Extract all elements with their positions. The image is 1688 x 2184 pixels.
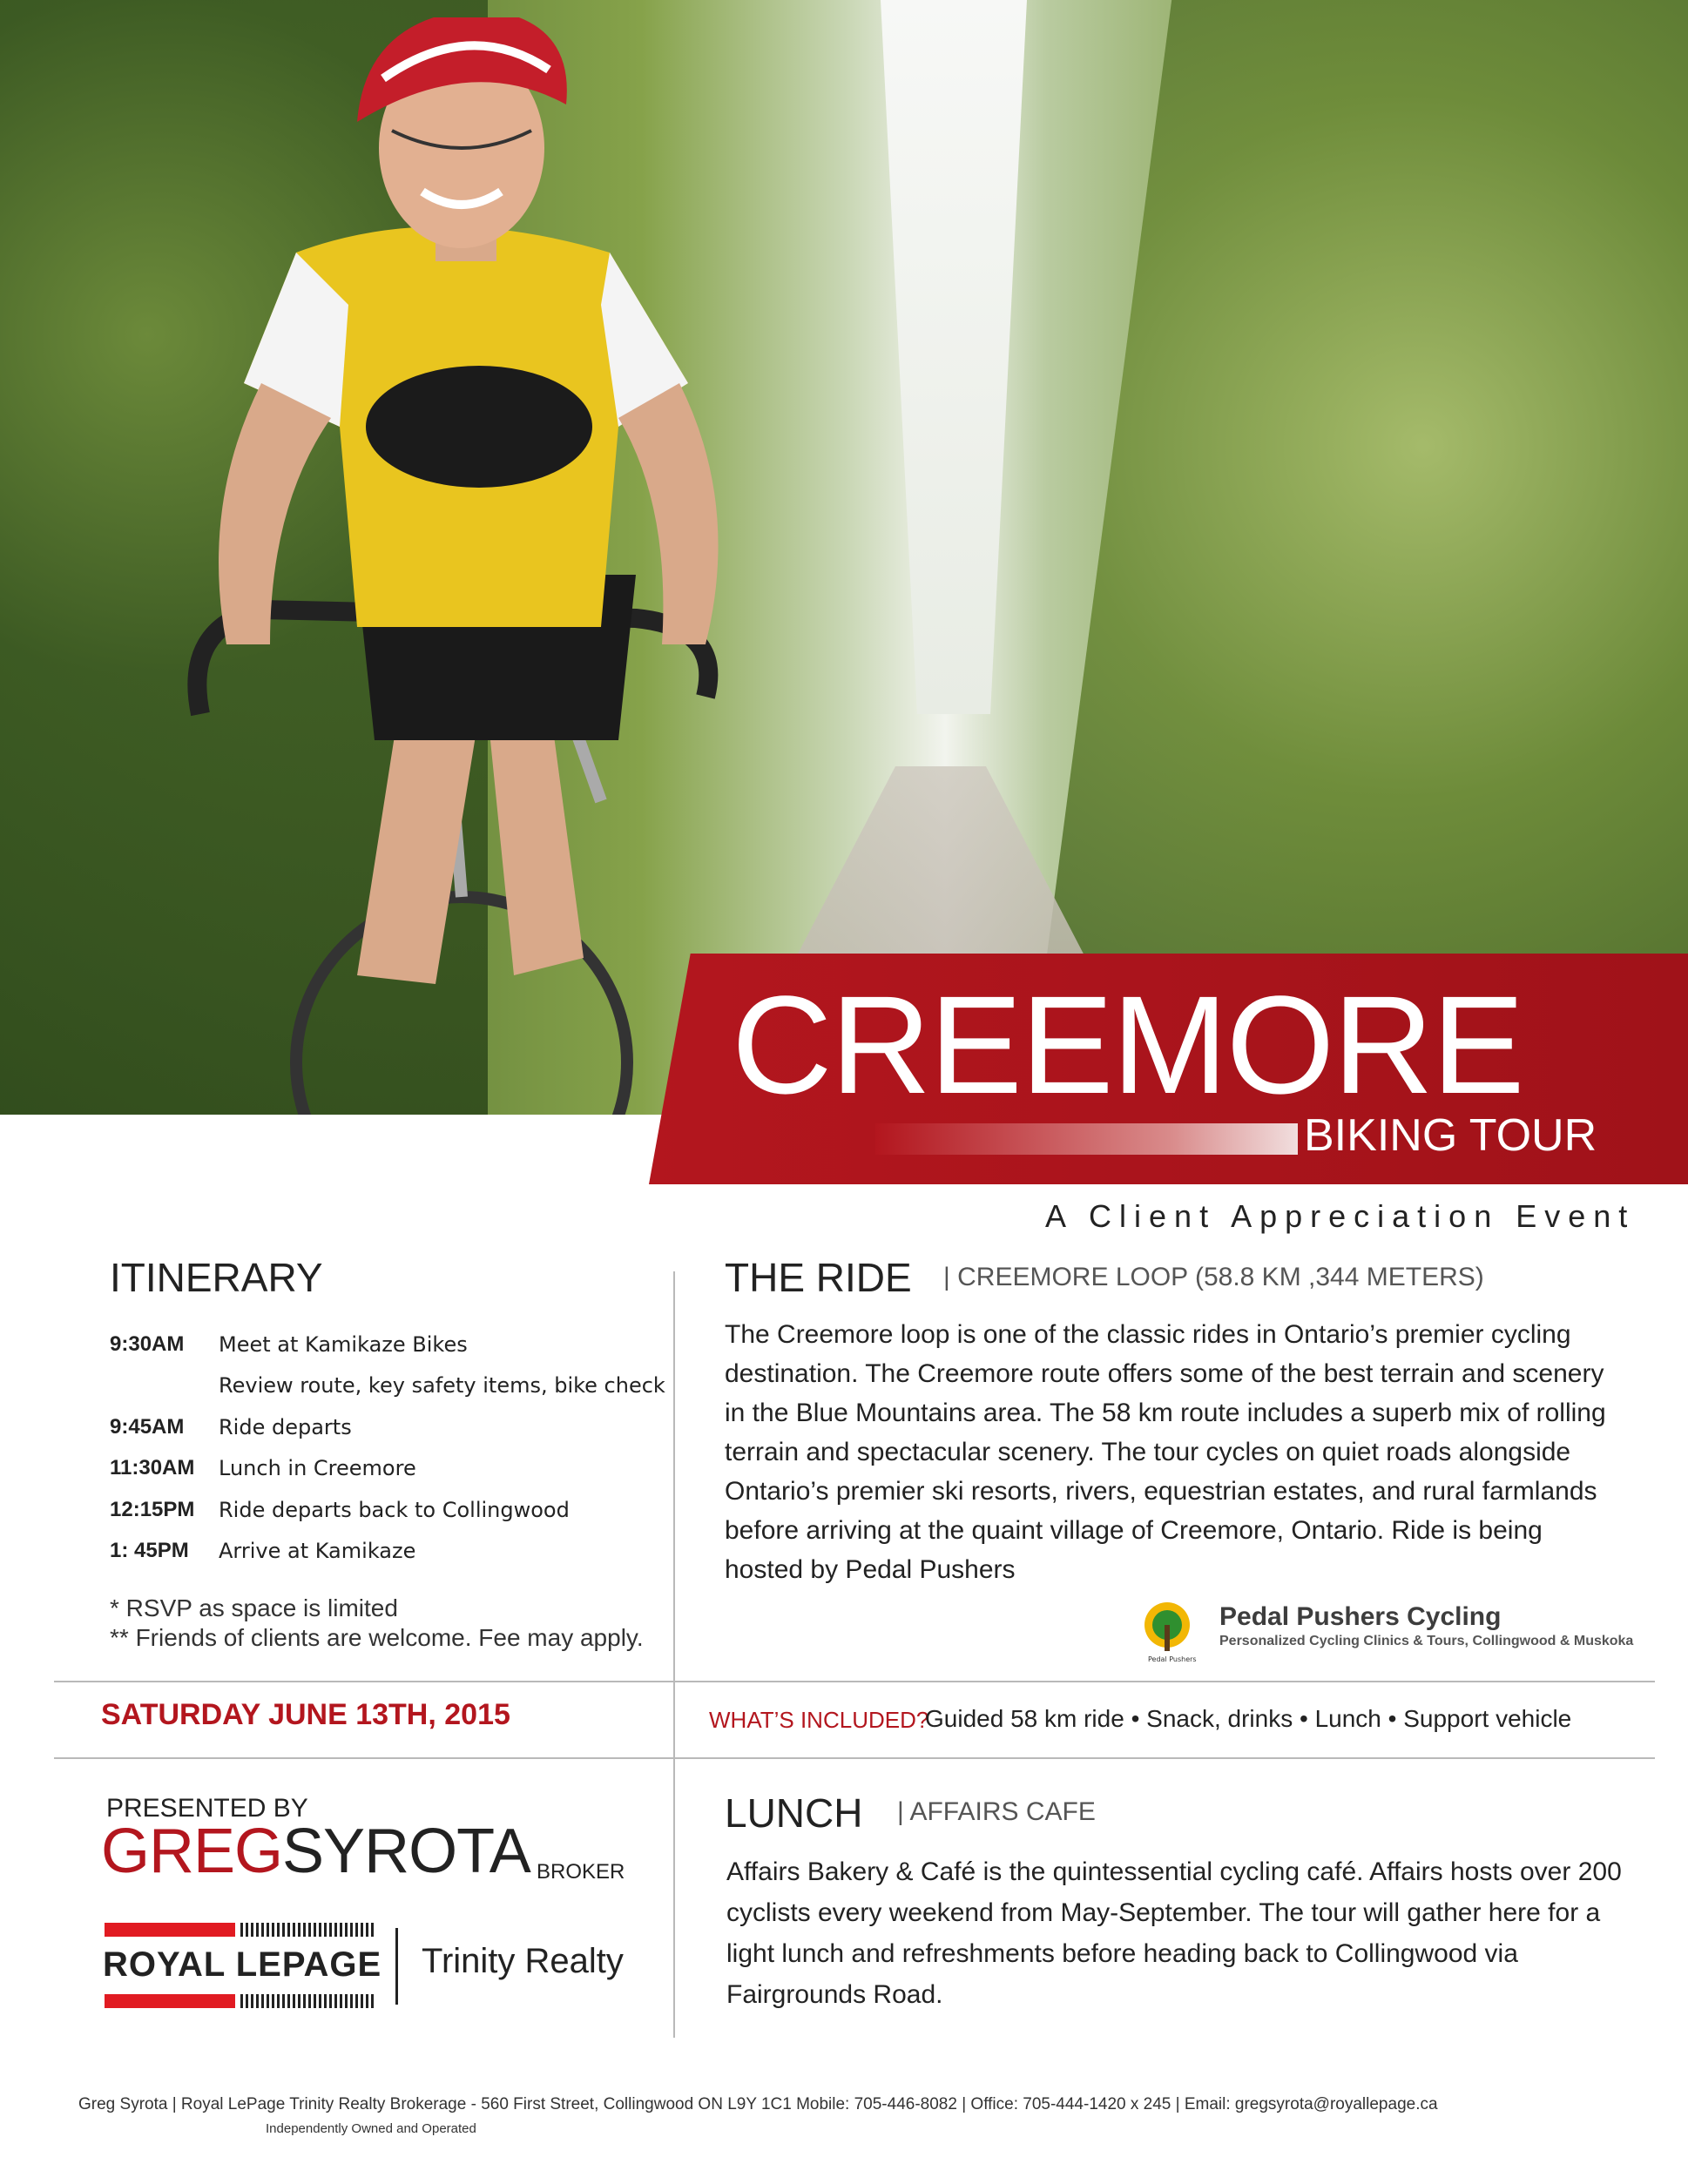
itinerary-item	[110, 1406, 667, 1448]
divider-line	[54, 1757, 1655, 1759]
presenter-first-name: GREG	[101, 1817, 283, 1886]
royal-lepage-logo-stripes	[240, 1923, 375, 1937]
itinerary-time: 9:30AM	[110, 1331, 185, 1356]
itinerary-desc: Meet at Kamikaze Bikes	[219, 1331, 468, 1357]
itinerary-desc: Ride departs back to Collingwood	[219, 1497, 570, 1522]
itinerary-time: 1: 45PM	[110, 1539, 189, 1563]
office-name: Trinity Realty	[422, 1942, 624, 1980]
logo-text: Pedal Pushers	[1148, 1655, 1197, 1663]
banner-gradient-bar	[875, 1123, 1298, 1155]
itinerary-time: 12:15PM	[110, 1497, 195, 1521]
itinerary-time: 11:30AM	[110, 1456, 195, 1480]
banner-subtitle: BIKING TOUR	[1304, 1110, 1597, 1161]
lunch-subtitle: | AFFAIRS CAFE	[897, 1797, 1096, 1826]
event-tagline: A Client Appreciation Event	[1045, 1198, 1636, 1234]
itinerary-notes	[110, 1594, 644, 1653]
itinerary-time: 9:45AM	[110, 1414, 185, 1439]
pedal-pushers-name: Pedal Pushers Cycling	[1219, 1602, 1502, 1631]
hedge-right	[1026, 0, 1688, 1115]
itinerary-item	[110, 1365, 667, 1407]
column-divider-top	[673, 1271, 675, 1681]
column-divider-bottom	[673, 1759, 675, 2038]
itinerary-desc: Lunch in Creemore	[219, 1456, 416, 1481]
royal-lepage-logo-bar	[105, 1923, 235, 1937]
presenter-last-name: SYROTA	[282, 1817, 530, 1886]
included-items: Guided 58 km ride • Snack, drinks • Lunch • Support vehicle	[925, 1705, 1572, 1732]
pedal-pushers-logo-icon	[1132, 1595, 1202, 1665]
footer-contact: Greg Syrota | Royal LePage Trinity Realty Brokerage - 560 First Street, Collingwood ON L9Y 1C1 Mobile: 705-446-8082 | Office: 705-444-1420 x 245 | Email: gregsyrota@royallepage.ca	[78, 2095, 1438, 2113]
lunch-description: Affairs Bakery & Café is the quintessential cycling café. Affairs hosts over 200 cyclists every weekend from May-September. The tour will gather here for a light lunch and refreshments before heading back to Collingwood via Fairgrounds Road.	[726, 1857, 1622, 2009]
sky-gap	[862, 0, 1045, 714]
presenter-role: BROKER	[537, 1860, 625, 1884]
column-divider-mid	[673, 1682, 675, 1757]
presented-by-label: PRESENTED BY	[106, 1794, 308, 1823]
cyclist-illustration	[148, 17, 758, 1115]
footer-note: Independently Owned and Operated	[266, 2121, 476, 2136]
itinerary-item	[110, 1489, 667, 1531]
itinerary-title: ITINERARY	[110, 1255, 323, 1300]
included-label: WHAT’S INCLUDED?	[709, 1707, 929, 1733]
event-date: SATURDAY JUNE 13TH, 2015	[101, 1698, 510, 1731]
ride-description: The Creemore loop is one of the classic rides in Ontario’s premier cycling destination. The Creemore route offers some of the best terrain and scenery in the Blue Mountains area. The 58 km route includes a superb mix of rolling terrain and spectacular scenery. The tour cycles on quiet roads alongside Ontario’s premier ski resorts, rivers, equestrian estates, and rural farmlands before arriving at the quaint village of Creemore, Ontario. Ride is being hosted by Pedal Pushers	[725, 1320, 1606, 1584]
itinerary-desc: Arrive at Kamikaze	[219, 1539, 416, 1564]
itinerary-desc: Ride departs	[219, 1414, 352, 1439]
note-rsvp: * RSVP as space is limited	[110, 1594, 398, 1621]
ride-subtitle: | CREEMORE LOOP (58.8 KM ,344 METERS)	[943, 1263, 1484, 1291]
royal-lepage-logo-stripes	[240, 1994, 375, 2008]
itinerary-item	[110, 1448, 667, 1490]
banner-title: CREEMORE	[732, 967, 1523, 1122]
note-friends: ** Friends of clients are welcome. Fee may apply.	[110, 1624, 644, 1651]
divider-line	[54, 1681, 1655, 1682]
logo-divider	[395, 1928, 398, 2005]
royal-lepage-logo: ROYAL LEPAGE	[103, 1945, 382, 1984]
lunch-title: LUNCH	[725, 1790, 863, 1836]
itinerary-list	[110, 1324, 667, 1572]
pedal-pushers-tagline: Personalized Cycling Clinics & Tours, Collingwood & Muskoka	[1219, 1634, 1634, 1648]
royal-lepage-logo-bar	[105, 1994, 235, 2008]
itinerary-item	[110, 1324, 667, 1365]
itinerary-desc: Review route, key safety items, bike check	[219, 1373, 665, 1399]
presenter-name	[101, 1817, 530, 1886]
ride-title: THE RIDE	[725, 1255, 912, 1300]
itinerary-item	[110, 1531, 667, 1573]
